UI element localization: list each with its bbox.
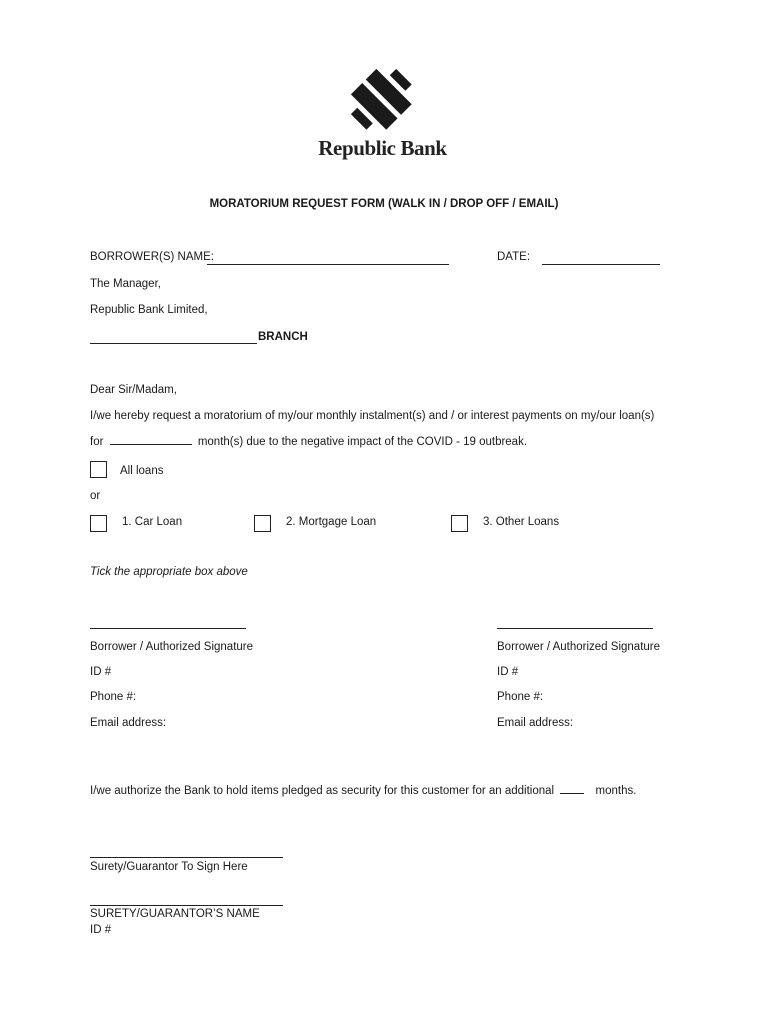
left-signature-label: Borrower / Authorized Signature bbox=[90, 641, 254, 653]
republic-bank-logo-icon bbox=[350, 66, 414, 134]
left-email-label: Email address: bbox=[90, 717, 167, 729]
right-signature-label: Borrower / Authorized Signature bbox=[497, 641, 661, 653]
car-loan-checkbox[interactable] bbox=[90, 515, 107, 532]
form-title: MORATORIUM REQUEST FORM (WALK IN / DROP OFF / EMAIL) bbox=[209, 198, 559, 210]
left-signature-line[interactable] bbox=[90, 627, 246, 629]
authorize-statement bbox=[90, 783, 636, 797]
right-phone-label: Phone #: bbox=[497, 691, 544, 703]
right-email-label: Email address: bbox=[497, 717, 574, 729]
date-line[interactable] bbox=[542, 263, 660, 265]
request-months-text: month(s) due to the negative impact of the COVID - 19 outbreak. bbox=[197, 436, 528, 448]
surety-name-line[interactable] bbox=[90, 904, 283, 906]
right-id-label: ID # bbox=[497, 666, 519, 678]
request-line-2 bbox=[90, 434, 527, 448]
car-loan-label: 1. Car Loan bbox=[122, 516, 183, 528]
months-count-line[interactable] bbox=[110, 434, 192, 445]
request-line-1: I/we hereby request a moratorium of my/our monthly instalment(s) and / or interest payments on my/our loan(s) bbox=[90, 410, 655, 422]
addressee-manager: The Manager, bbox=[90, 278, 161, 290]
or-text: or bbox=[90, 490, 101, 502]
authorize-prefix: I/we authorize the Bank to hold items pledged as security for this customer for an additional bbox=[90, 785, 555, 797]
bank-name-logo: Republic Bank bbox=[318, 136, 447, 160]
mortgage-loan-label: 2. Mortgage Loan bbox=[286, 516, 377, 528]
left-id-label: ID # bbox=[90, 666, 112, 678]
mortgage-loan-checkbox[interactable] bbox=[254, 515, 271, 532]
other-loans-checkbox[interactable] bbox=[451, 515, 468, 532]
borrower-name-line[interactable] bbox=[207, 263, 449, 265]
all-loans-checkbox[interactable] bbox=[90, 461, 107, 478]
additional-months-line[interactable] bbox=[560, 783, 584, 794]
branch-label: BRANCH bbox=[258, 331, 308, 343]
authorize-suffix: months. bbox=[595, 785, 637, 797]
surety-signature-line[interactable] bbox=[90, 856, 283, 858]
borrower-name-label: BORROWER(S) NAME: bbox=[90, 251, 214, 263]
salutation: Dear Sir/Madam, bbox=[90, 384, 177, 396]
request-for-text: for bbox=[90, 436, 104, 448]
instruction-text: Tick the appropriate box above bbox=[90, 566, 248, 578]
left-phone-label: Phone #: bbox=[90, 691, 137, 703]
branch-line[interactable] bbox=[90, 342, 257, 344]
date-label: DATE: bbox=[497, 251, 531, 263]
surety-name-label: SURETY/GUARANTOR’S NAME bbox=[90, 908, 260, 920]
addressee-bank: Republic Bank Limited, bbox=[90, 304, 208, 316]
right-signature-line[interactable] bbox=[497, 627, 653, 629]
surety-id-label: ID # bbox=[90, 924, 112, 936]
other-loans-label: 3. Other Loans bbox=[483, 516, 560, 528]
all-loans-label: All loans bbox=[120, 465, 164, 477]
surety-sign-label: Surety/Guarantor To Sign Here bbox=[90, 861, 248, 873]
